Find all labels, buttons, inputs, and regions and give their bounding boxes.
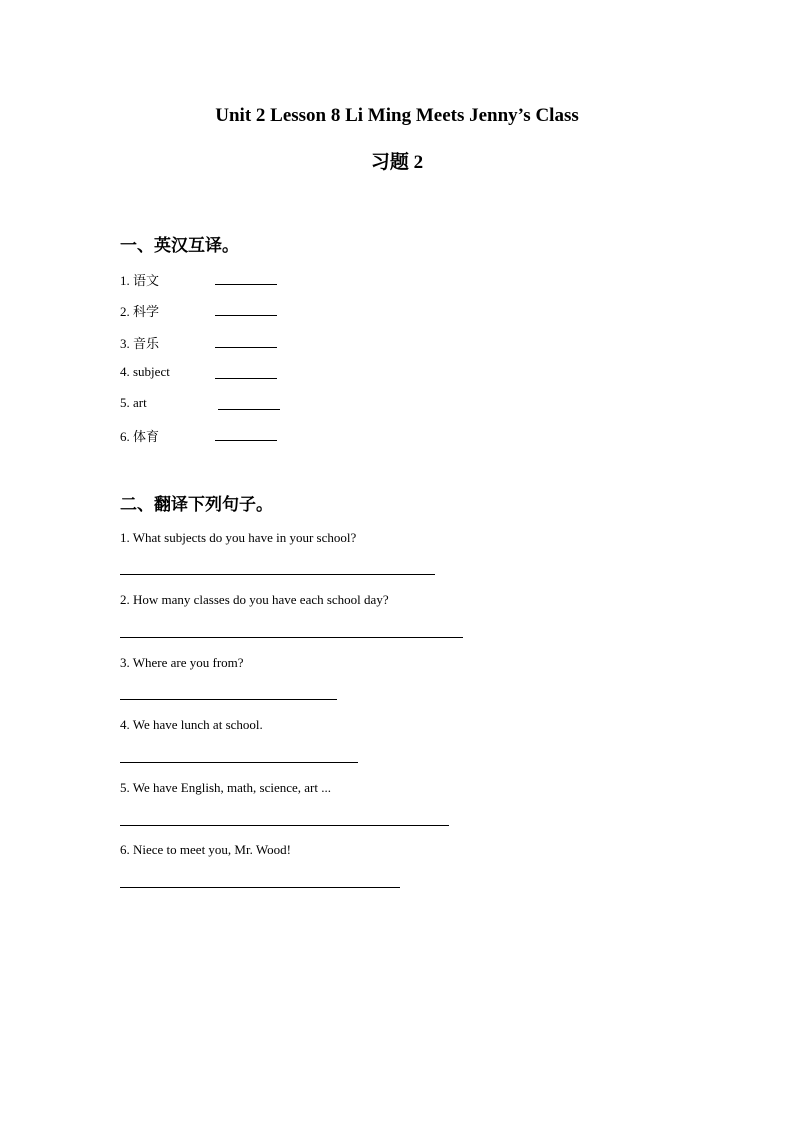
sentence-prompt: 3. Where are you from?: [120, 655, 244, 670]
answer-blank[interactable]: [215, 378, 277, 379]
sentence-prompt: 4. We have lunch at school.: [120, 717, 263, 732]
sentence-prompt: 5. We have English, math, science, art ...: [120, 780, 331, 795]
vocab-text: 2. 科学: [120, 304, 160, 319]
vocab-text: 6. 体育: [120, 429, 160, 444]
sentence-prompt: 1. What subjects do you have in your school?: [120, 530, 357, 545]
answer-blank[interactable]: [218, 409, 280, 410]
answer-line[interactable]: [120, 574, 435, 575]
section-2-heading: 二、翻译下列句子。: [120, 495, 273, 514]
answer-blank[interactable]: [215, 347, 277, 348]
sentence-prompt: 6. Niece to meet you, Mr. Wood!: [120, 842, 291, 857]
section-1-heading: 一、英汉互译。: [120, 236, 239, 255]
answer-line[interactable]: [120, 887, 400, 888]
page-subtitle: 习题 2: [370, 152, 424, 173]
sentence-prompt: 2. How many classes do you have each school day?: [120, 592, 389, 607]
page-title: Unit 2 Lesson 8 Li Ming Meets Jenny’s Class: [215, 105, 579, 126]
vocab-text: 1. 语文: [120, 273, 160, 288]
answer-line[interactable]: [120, 699, 337, 700]
answer-blank[interactable]: [215, 315, 277, 316]
answer-blank[interactable]: [215, 284, 277, 285]
vocab-text: 3. 音乐: [120, 336, 160, 351]
answer-line[interactable]: [120, 637, 463, 638]
answer-line[interactable]: [120, 762, 358, 763]
answer-line[interactable]: [120, 825, 449, 826]
answer-blank[interactable]: [215, 440, 277, 441]
vocab-text: 4. subject: [120, 364, 170, 379]
vocab-text: 5. art: [120, 395, 147, 410]
